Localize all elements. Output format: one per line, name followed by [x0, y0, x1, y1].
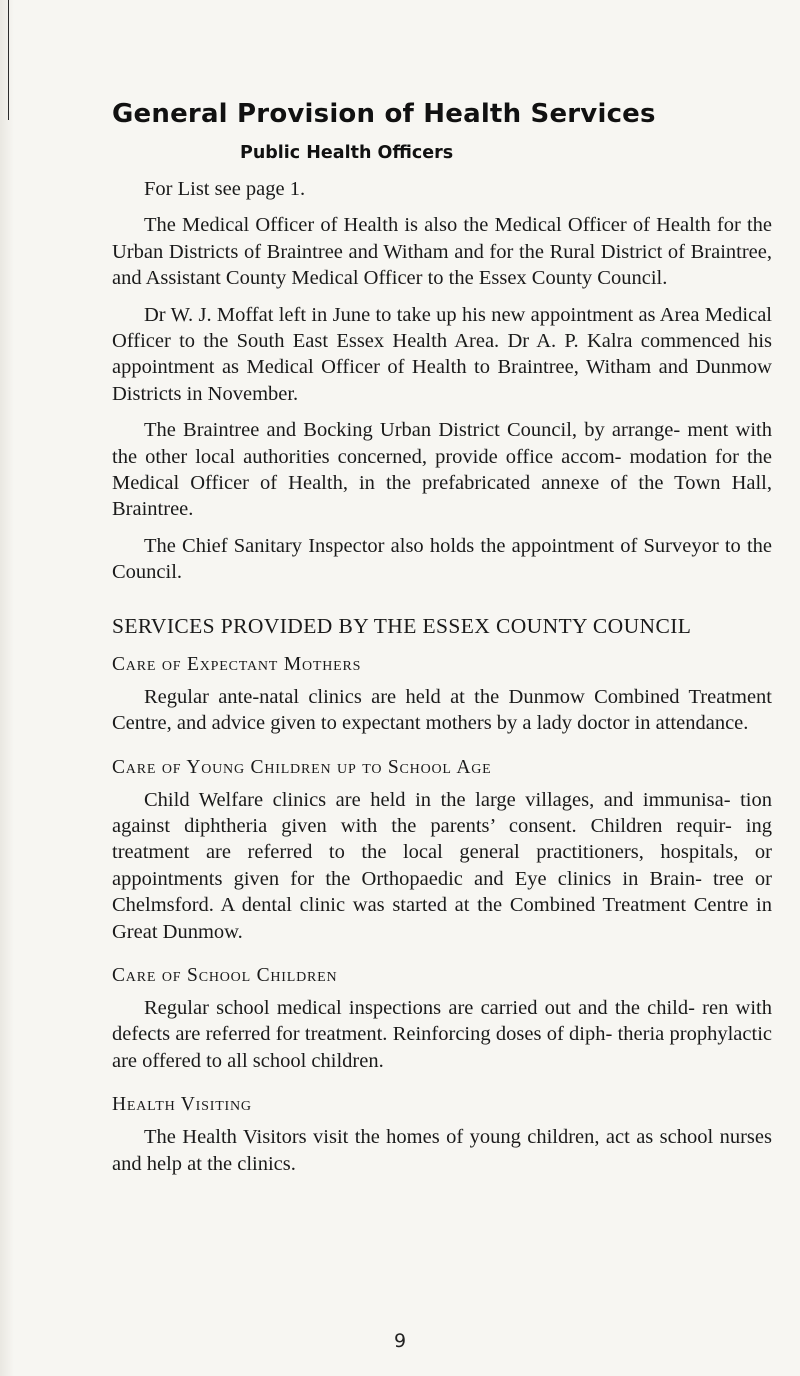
- subsection-heading-expectant-mothers: Care of Expectant Mothers: [112, 653, 362, 675]
- subsection-heading-young-children: Care of Young Children up to School Age: [112, 756, 492, 778]
- section-heading: SERVICES PROVIDED BY THE ESSEX COUNTY COUNCIL: [112, 613, 692, 638]
- subsection-heading-school-children: Care of School Children: [112, 964, 338, 986]
- subsection-text-health-visiting: The Health Visitors visit the homes of young children, act as school nurses and help at the clinics.: [112, 1126, 772, 1175]
- intro-paragraph-2: The Medical Officer of Health is also the Medical Officer of Health for the Urban Districts of Braintree and Witham and for the Rural District of Braintree, and Assistant County Medical Officer to the Essex County Council.: [112, 214, 772, 290]
- subsection-text-school-children: Regular school medical inspections are carried out and the child- ren with defects are referred for treatment. Reinforcing doses of diph- theria prophylactic are offered to all school children.: [112, 996, 772, 1072]
- page-title: General Provision of Health Services: [112, 99, 656, 129]
- binding-line: [8, 0, 9, 120]
- subsection-heading-health-visiting: Health Visiting: [112, 1094, 252, 1116]
- page-number: 9: [393, 1330, 407, 1352]
- intro-paragraph-4: The Braintree and Bocking Urban District Council, by arrange- ment with the other local authorities concerned, provide office accom- modation for the Medical Officer of Health, in the prefabricated annexe of the Town Hall, Braintree.: [112, 419, 772, 521]
- page-subtitle: Public Health Officers: [240, 143, 454, 163]
- page-edge-shadow: [0, 0, 14, 1376]
- subsection-text-expectant-mothers: Regular ante-natal clinics are held at the Dunmow Combined Treatment Centre, and advice given to expectant mothers by a lady doctor in attendance.: [112, 685, 772, 735]
- document-body: [112, 96, 772, 1177]
- intro-paragraph-1: For List see page 1.: [144, 178, 306, 200]
- intro-paragraph-3: Dr W. J. Moffat left in June to take up his new appointment as Area Medical Officer to the South East Essex Health Area. Dr A. P. Kalra commenced his appointment as Medical Officer of Health to Braintree, Witham and Dunmow Districts in November.: [112, 303, 772, 405]
- intro-paragraph-5: The Chief Sanitary Inspector also holds the appointment of Surveyor to the Council.: [112, 534, 772, 584]
- subsection-text-young-children: Child Welfare clinics are held in the large villages, and immunisa- tion against diphtheria given with the parents’ consent. Children requir- ing treatment are referred to the local general practitioners, hospitals, or appointments given for the Orthopaedic and Eye clinics in Brain- tree or Chelmsford. A dental clinic was started at the Combined Treatment Centre in Great Dunmow.: [112, 788, 772, 943]
